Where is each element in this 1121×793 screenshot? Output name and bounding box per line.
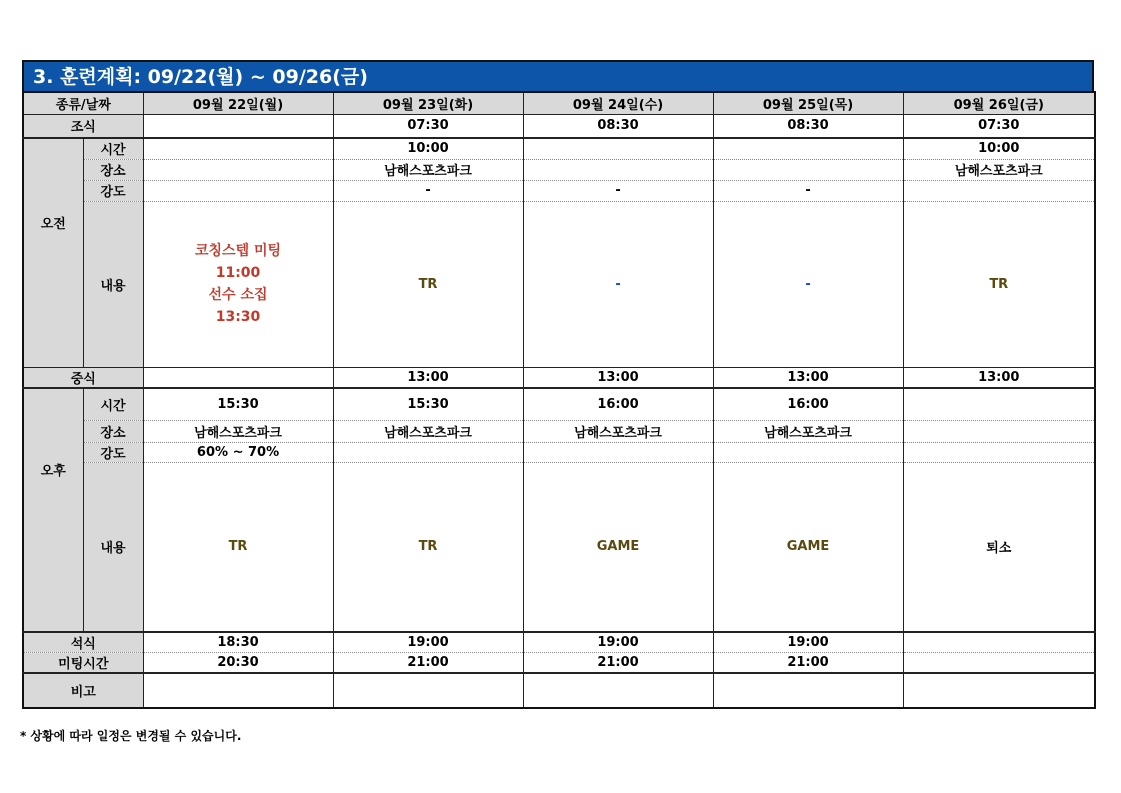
dinner-cell: 19:00 bbox=[333, 632, 523, 653]
pm-place-cell: 남해스포츠파크 bbox=[713, 421, 903, 443]
am-intensity-row bbox=[23, 180, 1095, 201]
am-place-cell: 남해스포츠파크 bbox=[903, 159, 1095, 180]
footnote: * 상황에 따라 일정은 변경될 수 있습니다. bbox=[20, 729, 242, 743]
am-content-label: 내용 bbox=[83, 201, 143, 367]
am-content-cell: - bbox=[713, 201, 903, 367]
note-cell bbox=[333, 673, 523, 708]
pm-content-cell: TR bbox=[143, 463, 333, 632]
breakfast-cell: 07:30 bbox=[333, 114, 523, 138]
am-place-row bbox=[23, 159, 1095, 180]
date-col-1: 09월 22일(월) bbox=[143, 92, 333, 114]
meeting-cell: 21:00 bbox=[713, 652, 903, 673]
pm-content-row bbox=[23, 463, 1095, 632]
meeting-cell: 20:30 bbox=[143, 652, 333, 673]
pm-content-cell: 퇴소 bbox=[903, 463, 1095, 632]
day1-note-line: 코칭스텝 미팅 bbox=[195, 243, 282, 259]
am-time-label: 시간 bbox=[83, 138, 143, 159]
pm-content-cell: GAME bbox=[523, 463, 713, 632]
pm-intensity-cell bbox=[333, 443, 523, 463]
lunch-cell: 13:00 bbox=[903, 367, 1095, 388]
am-place-label: 장소 bbox=[83, 159, 143, 180]
pm-place-label: 장소 bbox=[83, 421, 143, 443]
am-intensity-cell: - bbox=[523, 180, 713, 201]
note-cell bbox=[523, 673, 713, 708]
pm-content-cell: TR bbox=[333, 463, 523, 632]
pm-place-row bbox=[23, 421, 1095, 443]
am-intensity-label: 강도 bbox=[83, 180, 143, 201]
am-intensity-cell: - bbox=[333, 180, 523, 201]
am-intensity-cell bbox=[903, 180, 1095, 201]
date-col-5: 09월 26일(금) bbox=[903, 92, 1095, 114]
breakfast-cell: 08:30 bbox=[713, 114, 903, 138]
dinner-cell bbox=[903, 632, 1095, 653]
am-content-cell: - bbox=[523, 201, 713, 367]
pm-content-cell: GAME bbox=[713, 463, 903, 632]
am-place-cell bbox=[713, 159, 903, 180]
pm-place-cell bbox=[903, 421, 1095, 443]
pm-place-cell: 남해스포츠파크 bbox=[523, 421, 713, 443]
pm-intensity-cell bbox=[903, 443, 1095, 463]
dinner-label: 석식 bbox=[23, 632, 143, 653]
note-cell bbox=[143, 673, 333, 708]
lunch-cell bbox=[143, 367, 333, 388]
day1-note-line: 선수 소집 bbox=[208, 287, 268, 303]
pm-time-cell bbox=[903, 388, 1095, 421]
note-cell bbox=[903, 673, 1095, 708]
meeting-label: 미팅시간 bbox=[23, 652, 143, 673]
pm-place-cell: 남해스포츠파크 bbox=[333, 421, 523, 443]
breakfast-cell: 08:30 bbox=[523, 114, 713, 138]
corner-label: 종류/날짜 bbox=[23, 92, 143, 114]
am-content-cell-day1 bbox=[143, 201, 333, 367]
pm-intensity-label: 강도 bbox=[83, 443, 143, 463]
note-label: 비고 bbox=[23, 673, 143, 708]
am-place-cell bbox=[523, 159, 713, 180]
meeting-row bbox=[23, 652, 1095, 673]
dinner-cell: 19:00 bbox=[523, 632, 713, 653]
am-content-cell: TR bbox=[333, 201, 523, 367]
header-row bbox=[23, 92, 1095, 114]
am-intensity-cell: - bbox=[713, 180, 903, 201]
pm-content-label: 내용 bbox=[83, 463, 143, 632]
training-plan-table bbox=[22, 91, 1096, 709]
date-col-4: 09월 25일(목) bbox=[713, 92, 903, 114]
am-intensity-cell bbox=[143, 180, 333, 201]
am-time-cell bbox=[143, 138, 333, 159]
dinner-cell: 18:30 bbox=[143, 632, 333, 653]
lunch-cell: 13:00 bbox=[713, 367, 903, 388]
date-col-2: 09월 23일(화) bbox=[333, 92, 523, 114]
note-cell bbox=[713, 673, 903, 708]
breakfast-cell bbox=[143, 114, 333, 138]
pm-time-label: 시간 bbox=[83, 388, 143, 421]
sheet-title: 3. 훈련계획: 09/22(월) ~ 09/26(금) bbox=[22, 60, 1094, 91]
am-time-cell: 10:00 bbox=[903, 138, 1095, 159]
lunch-cell: 13:00 bbox=[333, 367, 523, 388]
dinner-cell: 19:00 bbox=[713, 632, 903, 653]
meeting-cell bbox=[903, 652, 1095, 673]
pm-time-cell: 15:30 bbox=[333, 388, 523, 421]
pm-time-row bbox=[23, 388, 1095, 421]
breakfast-cell: 07:30 bbox=[903, 114, 1095, 138]
lunch-row bbox=[23, 367, 1095, 388]
pm-place-cell: 남해스포츠파크 bbox=[143, 421, 333, 443]
am-group-label: 오전 bbox=[23, 138, 83, 367]
am-place-cell bbox=[143, 159, 333, 180]
am-content-row bbox=[23, 201, 1095, 367]
day1-note-line: 11:00 bbox=[215, 265, 261, 281]
pm-time-cell: 16:00 bbox=[523, 388, 713, 421]
pm-intensity-cell bbox=[713, 443, 903, 463]
pm-intensity-cell bbox=[523, 443, 713, 463]
pm-time-cell: 16:00 bbox=[713, 388, 903, 421]
am-time-cell: 10:00 bbox=[333, 138, 523, 159]
meeting-cell: 21:00 bbox=[523, 652, 713, 673]
lunch-label: 중식 bbox=[23, 367, 143, 388]
pm-group-label: 오후 bbox=[23, 388, 83, 632]
am-content-cell: TR bbox=[903, 201, 1095, 367]
breakfast-label: 조식 bbox=[23, 114, 143, 138]
pm-intensity-row bbox=[23, 443, 1095, 463]
lunch-cell: 13:00 bbox=[523, 367, 713, 388]
am-place-cell: 남해스포츠파크 bbox=[333, 159, 523, 180]
am-time-row bbox=[23, 138, 1095, 159]
dinner-row bbox=[23, 632, 1095, 653]
am-time-cell bbox=[523, 138, 713, 159]
pm-time-cell: 15:30 bbox=[143, 388, 333, 421]
am-time-cell bbox=[713, 138, 903, 159]
training-plan-sheet bbox=[22, 60, 1094, 709]
breakfast-row bbox=[23, 114, 1095, 138]
note-row bbox=[23, 673, 1095, 708]
pm-intensity-cell: 60% ~ 70% bbox=[143, 443, 333, 463]
meeting-cell: 21:00 bbox=[333, 652, 523, 673]
day1-note-line: 13:30 bbox=[215, 309, 261, 325]
date-col-3: 09월 24일(수) bbox=[523, 92, 713, 114]
